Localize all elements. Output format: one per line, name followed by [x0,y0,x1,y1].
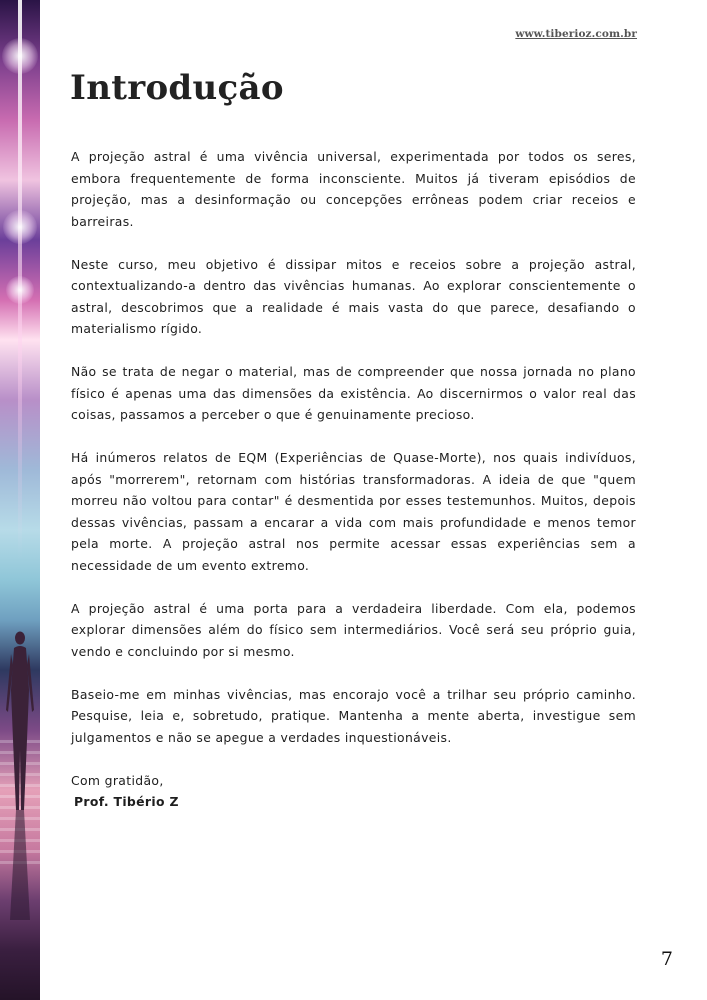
light-orb [6,276,34,304]
page-number: 7 [660,948,673,970]
author-signature: Prof. Tibério Z [74,794,179,809]
introduction-body [71,146,636,813]
page-title: Introdução [70,68,284,108]
paragraph: A projeção astral é uma vivência universal, experimentada por todos os seres, embora frequentemente de forma inconsciente. Muitos já tiveram episódios de projeção, mas a desinformação ou concepções errôneas podem criar receios e barreiras. [71,149,636,229]
paragraph: A projeção astral é uma porta para a verdadeira liberdade. Com ela, podemos explorar dimensões além do físico sem intermediários. Você será seu próprio guia, vendo e concluindo por si mesmo. [71,600,636,659]
paragraph: Há inúmeros relatos de EQM (Experiências de Quase-Morte), nos quais indivíduos, após "morrerem", retornam com histórias transformadoras. A ideia de que "quem morreu não voltou para contar" é desmentida por esses testemunhos. Muitos, depois dessas vivências, passam a encarar a vida com mais profundidade e menos temor pela morte. A projeção astral nos permite acessar essas experiências sem a necessidade de um evento extremo. [71,450,636,573]
closing-line: Com gratidão, [71,772,164,788]
paragraph: Não se trata de negar o material, mas de compreender que nossa jornada no plano físico é apenas uma das dimensões da existência. Ao discernirmos o valor real das coisas, passamos a perceber o que é genuinamente precioso. [71,364,636,422]
light-orb [3,210,37,244]
website-link[interactable]: www.tiberioz.com.br [515,28,637,40]
paragraph: Neste curso, meu objetivo é dissipar mitos e receios sobre a projeção astral, contextualizando-a dentro das vivências humanas. Ao explorar conscientemente o astral, descobrimos que a realidade é mais vasta do que parece, desafiando o materialismo rígido. [71,256,636,336]
silhouette-figure [0,620,40,920]
decorative-side-image [0,0,40,1000]
light-orb [2,38,38,74]
paragraph: Baseio-me em minhas vivências, mas encorajo você a trilhar seu próprio caminho. Pesquise, leia e, sobretudo, pratique. Mantenha a mente aberta, investigue sem julgamentos e não se apegue a verdades inquestionáveis. [71,686,636,745]
